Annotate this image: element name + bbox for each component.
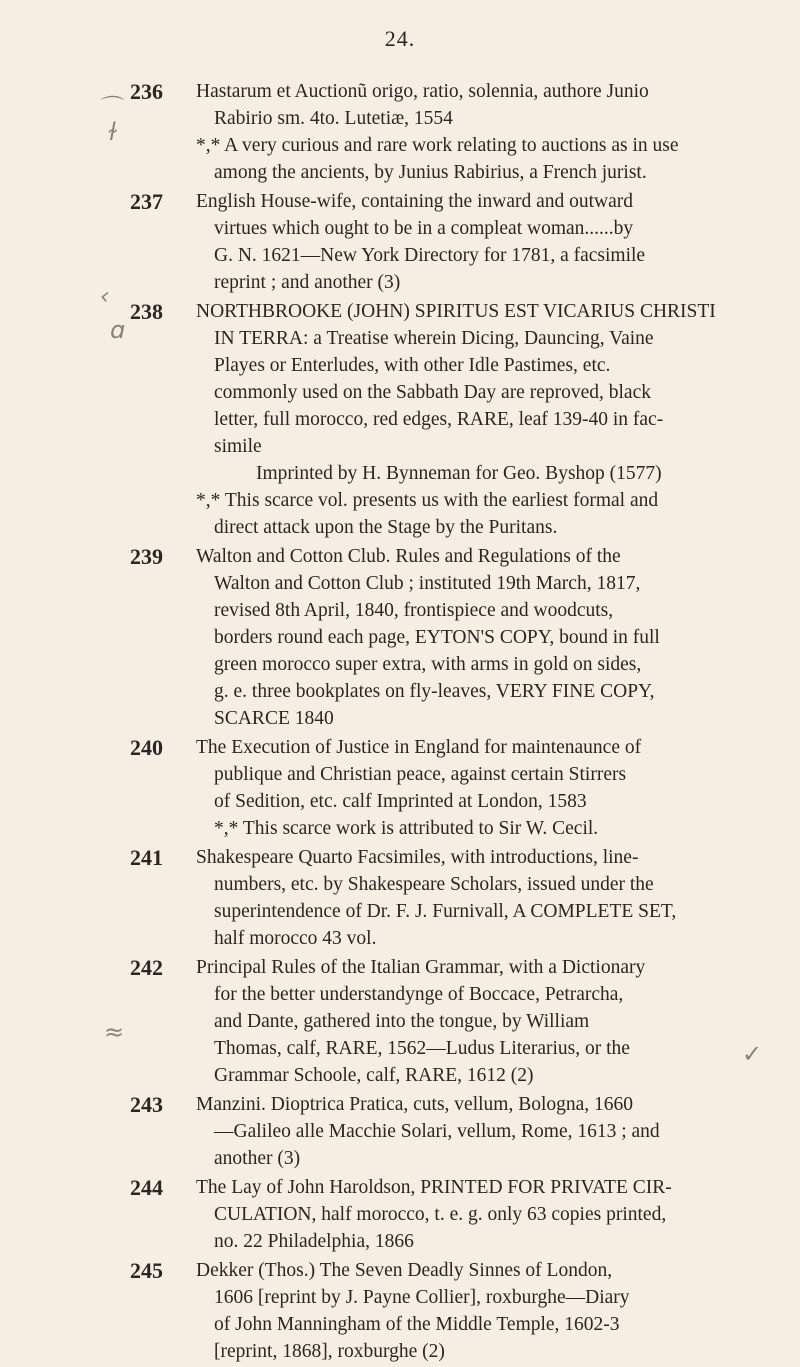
margin-pencil-mark: ⌒ xyxy=(96,94,120,122)
catalogue-entry xyxy=(0,844,800,952)
entry-line: green morocco super extra, with arms in gold on sides, xyxy=(214,654,642,675)
entry-line: 1606 [reprint by J. Payne Collier], roxburghe—Diary xyxy=(214,1287,630,1308)
catalogue-entry xyxy=(0,1174,800,1255)
entry-line: numbers, etc. by Shakespeare Scholars, issued under the xyxy=(214,874,654,895)
entry-line: English House-wife, containing the inward and outward xyxy=(196,191,634,212)
entry-line: revised 8th April, 1840, frontispiece and woodcuts, xyxy=(214,600,614,621)
margin-pencil-mark: ɫ xyxy=(108,118,118,146)
entry-line: virtues which ought to be in a compleat woman......by xyxy=(214,218,634,239)
entry-line: Shakespeare Quarto Facsimiles, with introductions, line- xyxy=(196,847,639,868)
margin-pencil-mark: ≈ xyxy=(104,1018,125,1046)
lot-number: 245 xyxy=(130,1258,163,1283)
lot-number: 242 xyxy=(130,955,163,980)
lot-number: 239 xyxy=(130,544,163,569)
entry-line: Principal Rules of the Italian Grammar, with a Dictionary xyxy=(196,957,646,978)
entry-line: Hastarum et Auctionũ origo, ratio, solennia, authore Junio xyxy=(196,81,649,102)
margin-pencil-mark: ‹ xyxy=(100,282,110,310)
catalogue-entry xyxy=(0,1091,800,1172)
entry-note: *,* This scarce work is attributed to Sir W. Cecil. xyxy=(214,818,599,839)
catalogue-entry xyxy=(0,188,800,296)
lot-number: 236 xyxy=(130,79,163,104)
entry-line: among the ancients, by Junius Rabirius, a French jurist. xyxy=(214,162,647,183)
entry-line: of John Manningham of the Middle Temple, 1602-3 xyxy=(214,1314,620,1335)
entry-line: simile xyxy=(214,436,262,457)
entry-line: Thomas, calf, RARE, 1562—Ludus Literarius, or the xyxy=(214,1038,630,1059)
catalogue-entry xyxy=(0,78,800,186)
catalogue-entry xyxy=(0,734,800,842)
entry-line: Playes or Enterludes, with other Idle Pastimes, etc. xyxy=(214,355,611,376)
entry-note: *,* A very curious and rare work relating to auctions as in use xyxy=(196,135,679,156)
entry-line: [reprint, 1868], roxburghe (2) xyxy=(214,1341,445,1362)
entry-line: g. e. three bookplates on fly-leaves, VERY FINE COPY, xyxy=(214,681,655,702)
entry-line: superintendence of Dr. F. J. Furnivall, A COMPLETE SET, xyxy=(214,901,677,922)
entry-line: direct attack upon the Stage by the Puritans. xyxy=(214,517,558,538)
entry-line: another (3) xyxy=(214,1148,301,1169)
catalogue-list xyxy=(0,62,800,1367)
entry-line: The Execution of Justice in England for maintenaunce of xyxy=(196,737,642,758)
lot-number: 237 xyxy=(130,189,163,214)
entry-line: NORTHBROOKE (JOHN) SPIRITUS EST VICARIUS CHRISTI xyxy=(196,301,716,322)
entry-line: Walton and Cotton Club ; instituted 19th March, 1817, xyxy=(214,573,641,594)
entry-line: Dekker (Thos.) The Seven Deadly Sinnes of London, xyxy=(196,1260,613,1281)
entry-line: borders round each page, EYTON'S COPY, bound in full xyxy=(214,627,660,648)
lot-number: 241 xyxy=(130,845,163,870)
entry-line: Walton and Cotton Club. Rules and Regulations of the xyxy=(196,546,621,567)
entry-line: Manzini. Dioptrica Pratica, cuts, vellum, Bologna, 1660 xyxy=(196,1094,634,1115)
entry-line: SCARCE 1840 xyxy=(214,708,334,729)
entry-line: and Dante, gathered into the tongue, by William xyxy=(214,1011,590,1032)
page-number: 24. xyxy=(384,26,416,51)
entry-line: of Sedition, etc. calf Imprinted at London, 1583 xyxy=(214,791,587,812)
catalogue-entry xyxy=(0,1257,800,1365)
lot-number: 238 xyxy=(130,299,163,324)
entry-line: G. N. 1621—New York Directory for 1781, a facsimile xyxy=(214,245,646,266)
entry-line: for the better understandynge of Boccace, Petrarcha, xyxy=(214,984,624,1005)
entry-imprint: Imprinted by H. Bynneman for Geo. Byshop (1577) xyxy=(256,463,662,484)
catalogue-entry xyxy=(0,954,800,1089)
margin-pencil-mark: ✓ xyxy=(742,1040,763,1068)
lot-number: 244 xyxy=(130,1175,163,1200)
catalogue-entry xyxy=(0,298,800,541)
margin-pencil-mark: ɑ xyxy=(110,316,126,344)
entry-line: The Lay of John Haroldson, PRINTED FOR PRIVATE CIR- xyxy=(196,1177,672,1198)
entry-line: Grammar Schoole, calf, RARE, 1612 (2) xyxy=(214,1065,534,1086)
entry-line: —Galileo alle Macchie Solari, vellum, Rome, 1613 ; and xyxy=(214,1121,660,1142)
entry-line: CULATION, half morocco, t. e. g. only 63 copies printed, xyxy=(214,1204,667,1225)
lot-number: 240 xyxy=(130,735,163,760)
entry-line: publique and Christian peace, against certain Stirrers xyxy=(214,764,627,785)
entry-line: Rabirio sm. 4to. Lutetiæ, 1554 xyxy=(214,108,453,129)
entry-note: *,* This scarce vol. presents us with the earliest formal and xyxy=(196,490,659,511)
entry-line: commonly used on the Sabbath Day are reproved, black xyxy=(214,382,651,403)
lot-number: 243 xyxy=(130,1092,163,1117)
entry-line: half morocco 43 vol. xyxy=(214,928,377,949)
entry-line: letter, full morocco, red edges, RARE, leaf 139-40 in fac- xyxy=(214,409,664,430)
entry-line: reprint ; and another (3) xyxy=(214,272,401,293)
entry-line: IN TERRA: a Treatise wherein Dicing, Dauncing, Vaine xyxy=(214,328,654,349)
catalogue-entry xyxy=(0,543,800,732)
entry-line: no. 22 Philadelphia, 1866 xyxy=(214,1231,414,1252)
